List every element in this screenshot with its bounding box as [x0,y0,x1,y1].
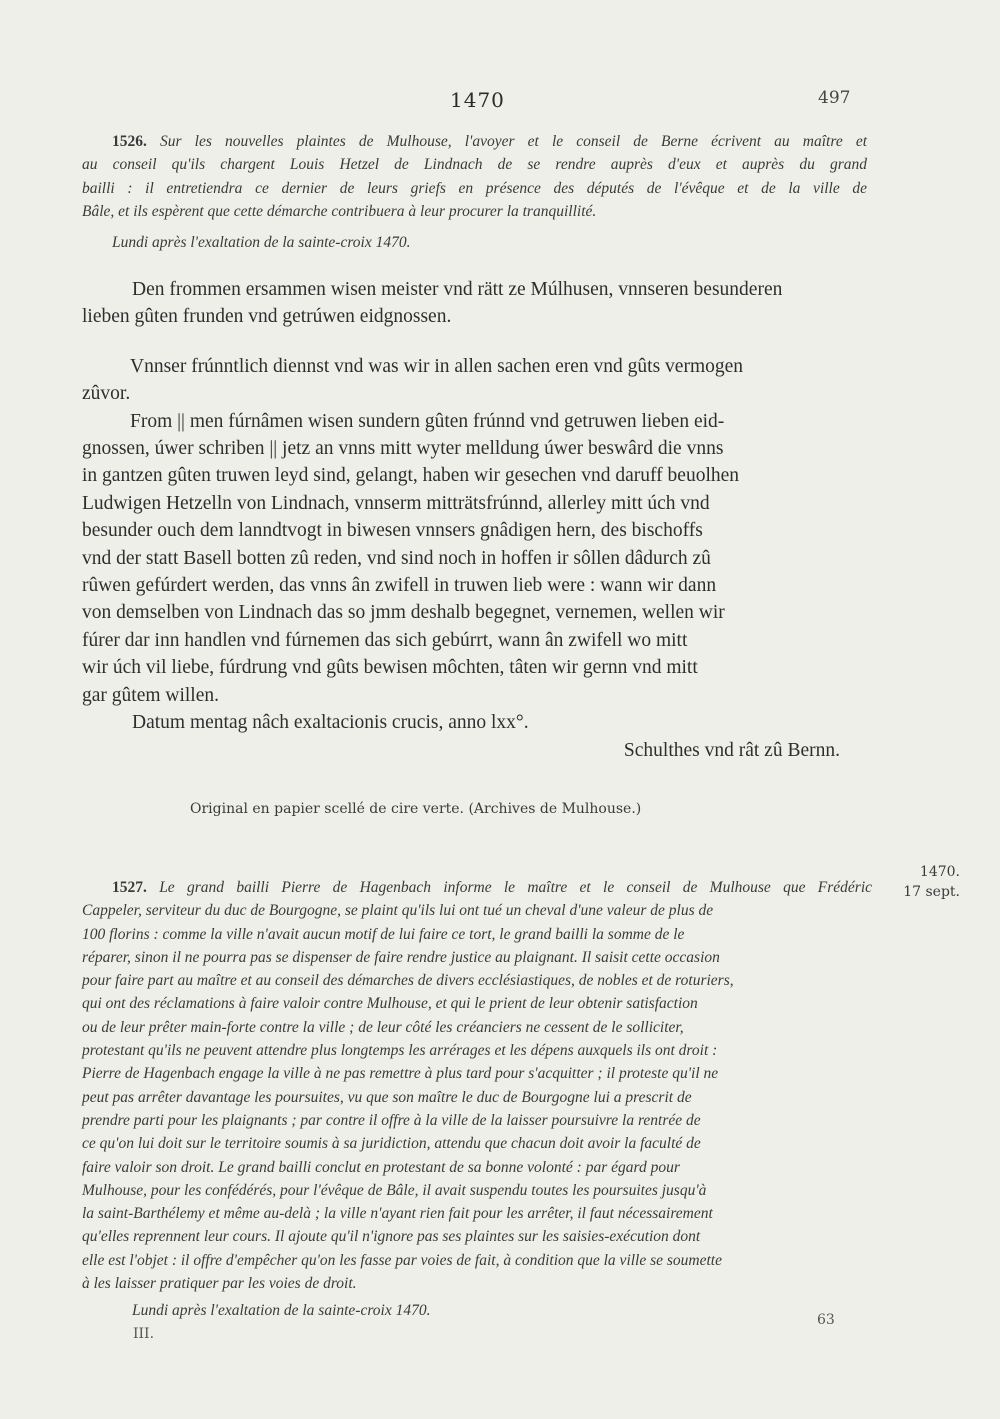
summary-line: au conseil qu'ils chargent Louis Hetzel de Lindnach de se rendre auprès d'eux et auprès du grand [82,156,867,174]
summary-line: qui ont des réclamations à faire valoir contre Mulhouse, et qui le prient de leur obtenir satisfaction [82,995,698,1013]
source-note: Original en papier scellé de cire verte. (Archives de Mulhouse.) [190,801,642,817]
summary-line [82,130,867,153]
page-number: 497 [818,88,851,108]
text-line: Datum mentag nâch exaltacionis crucis, anno lxx°. [132,712,529,734]
text-line: Ludwigen Hetzelln von Lindnach, vnnserm mitträtsfrúnnd, allerley mitt úch vnd [82,492,710,514]
summary-line: pour faire part au maître et au conseil des démarches de divers ecclésiastiques, de nobles et de roturiers, [82,972,734,990]
margin-year: 1470. [919,864,960,880]
doc-1526-text [82,276,870,764]
summary-line: Pierre de Hagenbach engage la ville à ne pas remettre à plus tard pour s'acquitter ; il proteste qu'il ne [82,1065,719,1083]
summary-text: Sur les nouvelles plaintes de Mulhouse, l'avoyer et le conseil de Berne écrivent au maître et [160,133,867,150]
signature: Schulthes vnd rât zû Bernn. [623,739,840,761]
text-line: wir úch vil liebe, fúrdrung vnd gûts bewisen môchten, tâten wir gernn vnd mitt [82,657,698,679]
summary-line: bailli : il entretiendra ce dernier de leurs griefs en présence des députés de l'évêque et de la ville de [82,179,867,197]
summary-line [82,876,872,899]
signature-mark: 63 [817,1312,835,1328]
doc-date: Lundi après l'exaltation de la sainte-croix 1470. [132,1302,431,1320]
summary-line: qu'elles reprennent leur cours. Il ajoute qu'il n'ignore pas ses plaintes sur les saisies-exécution dont [82,1228,701,1246]
summary-line: ou de leur prêter main-forte contre la ville ; de leur côté les créanciers ne cessent de le solliciter, [82,1018,684,1036]
text-line: From || men fúrnâmen wisen sundern gûten frúnnd vnd getruwen lieben eid- [130,410,725,432]
text-line: gar gûtem willen. [82,684,220,706]
doc-1526-summary [82,130,867,254]
doc-number: 1526. [112,133,147,150]
summary-line: prendre parti pour les plaignants ; par contre il offre à la ville de la laisser poursuivre la rentrée de [82,1111,701,1129]
text-line: gnossen, úwer schriben || jetz an vnns mitt wyter melldung úwer beswârd die vnns [82,438,724,460]
text-line: lieben gûten frunden vnd getrúwen eidgnossen. [82,306,452,328]
text-line: zûvor. [82,383,131,405]
summary-line: Bâle, et ils espèrent que cette démarche contribuera à leur procurer la tranquillité. [82,202,597,220]
running-head-year: 1470 [450,88,505,112]
summary-line: Mulhouse, pour les confédérés, pour l'évêque de Bâle, il avait suspendu toutes les poursuites jusqu'à [82,1181,707,1199]
text-line: Vnnser frúnntlich diennst vnd was wir in allen sachen eren vnd gûts vermogen [130,355,744,377]
summary-line: ce qu'on lui doit sur le territoire soumis à sa juridiction, attendu que chacun doit avoir la faculté de [82,1135,701,1153]
summary-line: à les laisser pratiquer par les voies de droit. [82,1275,357,1293]
volume-mark: III. [133,1326,155,1342]
doc-date: Lundi après l'exaltation de la sainte-croix 1470. [112,234,411,252]
text-line: vnd der statt Basell botten zû reden, vnd sind noch in hoffen ir sôllen dâdurch zû [82,547,711,569]
margin-note [880,862,960,902]
summary-text: Le grand bailli Pierre de Hagenbach informe le maître et le conseil de Mulhouse que Frédéric [159,879,873,896]
summary-line: 100 florins : comme la ville n'avait aucun motif de lui faire ce tort, le grand bailli la somme de le [82,925,685,943]
summary-line: peut pas arrêter davantage les poursuites, vu que son maître le duc de Bourgogne lui a prescrit de [82,1088,692,1106]
text-line: besunder ouch dem lanndtvogt in biwesen vnnsers gnâdigen hern, des bischoffs [82,520,703,542]
text-line: von demselben von Lindnach das so jmm deshalb begegnet, vernemen, wellen wir [82,602,725,624]
summary-line: protestant qu'ils ne peuvent attendre plus longtemps les arrérages et les dépens auxquels ils ont droit : [82,1042,718,1060]
summary-line: faire valoir son droit. Le grand bailli conclut en protestant de sa bonne volonté : par égard pour [82,1158,680,1176]
summary-line: réparer, sinon il ne pourra pas se dispenser de faire rendre justice au plaignant. Il saisit cette occasion [82,948,720,966]
summary-line: la saint-Barthélemy et même au-delà ; la ville n'ayant rien fait pour les arrêter, il faut nécessairement [82,1205,713,1223]
text-line: rûwen gefúrdert werden, das vnns ân zwifell in truwen lieb were : wann wir dann [82,575,717,597]
text-line: in gantzen gûten truwen leyd sind, gelangt, haben wir gesechen vnd daruff beuolhen [82,465,740,487]
text-line: Den frommen ersammen wisen meister vnd rätt ze Múlhusen, vnnseren besunderen [132,279,783,300]
doc-1527-summary [82,876,872,1323]
summary-line: elle est l'objet : il offre d'empêcher qu'on les fasse par voies de fait, à condition que la ville se soumette [82,1251,722,1269]
doc-number: 1527. [112,879,147,896]
text-line: fúrer dar inn handlen vnd fúrnemen das sich gebúrrt, wann ân zwifell wo mitt [82,629,688,651]
margin-date: 17 sept. [903,884,960,900]
summary-line: Cappeler, serviteur du duc de Bourgogne, se plaint qu'ils lui ont tué un cheval d'une valeur de plus de [82,902,714,920]
